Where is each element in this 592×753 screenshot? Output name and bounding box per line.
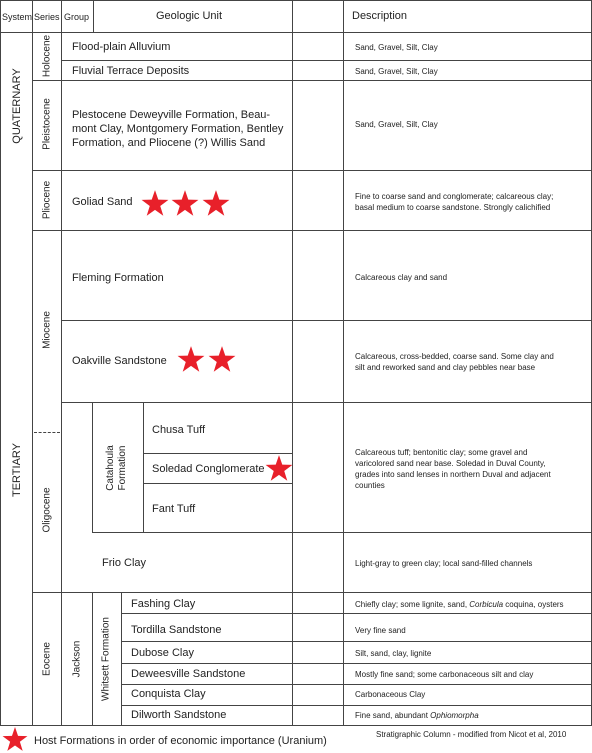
header-geologic-unit: Geologic Unit	[156, 10, 223, 22]
unit-oakville-sandstone: Oakville Sandstone	[72, 355, 167, 367]
unit-dubose-clay: Dubose Clay	[131, 647, 194, 659]
unit-flood-plain-alluvium: Flood-plain Alluvium	[72, 41, 171, 53]
unit-dilworth-sandstone: Dilworth Sandstone	[131, 709, 227, 721]
oakville-star-icon	[208, 346, 236, 373]
header-group: Group	[64, 12, 90, 22]
unit-soledad-conglomerate: Soledad Conglomerate	[152, 463, 265, 475]
series-holocene: Holocene	[41, 34, 53, 78]
desc-fashing: Chiefly clay; some lignite, sand, Corbicula coquina, oysters	[355, 600, 564, 609]
series-oligocene: Oligocene	[41, 487, 53, 533]
miocene-oligocene-dashed	[34, 432, 60, 433]
unit-fluvial-terrace: Fluvial Terrace Deposits	[72, 65, 190, 77]
unit-fleming-formation: Fleming Formation	[72, 272, 164, 284]
goliad-star-icon	[202, 190, 230, 217]
desc-frio: Light-gray to green clay; local sand-filled channels	[355, 559, 533, 568]
header-series: Series	[34, 12, 60, 22]
unit-frio-clay: Frio Clay	[102, 557, 147, 569]
unit-fant-tuff: Fant Tuff	[152, 503, 196, 515]
header-system: System	[2, 12, 33, 22]
unit-fashing-clay: Fashing Clay	[131, 598, 196, 610]
desc-catahoula-line1: Calcareous tuff; bentonitic clay; some gravel and	[355, 448, 528, 457]
oakville-star-icon	[177, 346, 205, 373]
unit-pleistocene-line2: mont Clay, Montgomery Formation, Bentley	[72, 123, 284, 135]
goliad-star-icon	[141, 190, 169, 217]
series-eocene: Eocene	[41, 642, 53, 676]
goliad-star-icon	[171, 190, 199, 217]
desc-oakville-line1: Calcareous, cross-bedded, coarse sand. Some clay and	[355, 352, 554, 361]
legend-star-icon	[2, 727, 28, 752]
unit-chusa-tuff: Chusa Tuff	[152, 424, 205, 436]
unit-tordilla-sandstone: Tordilla Sandstone	[131, 624, 222, 636]
unit-conquista-clay: Conquista Clay	[131, 688, 206, 700]
series-pliocene: Pliocene	[41, 180, 53, 220]
series-miocene: Miocene	[41, 311, 53, 349]
group-jackson: Jackson	[71, 640, 83, 678]
desc-goliad-line2: basal medium to coarse sandstone. Strongly calichified	[355, 203, 551, 212]
desc-dilworth: Fine sand, abundant Ophiomorpha	[355, 711, 479, 720]
desc-fluvial-terrace: Sand, Gravel, Silt, Clay	[355, 67, 438, 76]
unit-deweesville-sandstone: Deweesville Sandstone	[131, 668, 246, 680]
source-credit: Stratigraphic Column - modified from Nicot et al, 2010	[376, 730, 567, 739]
desc-catahoula-line3: grades into sand lenses in northern Duval and adjacent	[355, 470, 551, 479]
system-quaternary: QUATERNARY	[11, 68, 23, 144]
soledad-star-icon	[265, 455, 293, 482]
unit-pleistocene-line3: Formation, and Pliocene (?) Willis Sand	[72, 137, 266, 149]
desc-goliad-line1: Fine to coarse sand and conglomerate; calcareous clay;	[355, 192, 554, 201]
desc-dubose: Silt, sand, clay, lignite	[355, 649, 432, 658]
header-divider	[0, 32, 592, 33]
desc-tordilla: Very fine sand	[355, 626, 406, 635]
desc-deweesville: Mostly fine sand; some carbonaceous silt and clay	[355, 670, 534, 679]
header-description: Description	[352, 10, 408, 22]
desc-catahoula-line4: counties	[355, 481, 385, 490]
legend-text: Host Formations in order of economic importance (Uranium)	[34, 735, 327, 747]
desc-oakville-line2: silt and reworked sand and clay pebbles near base	[355, 363, 536, 372]
series-pleistocene: Pleistocene	[41, 98, 53, 150]
system-tertiary: TERTIARY	[11, 443, 23, 497]
desc-catahoula-line2: varicolored sand near base. Soledad in Duval County,	[355, 459, 546, 468]
unit-pleistocene-line1: Plestocene Deweyville Formation, Beau-	[72, 109, 271, 121]
group-catahoula: Catahoula Formation	[105, 445, 128, 491]
group-whitsett: Whitsett Formation	[100, 617, 112, 701]
unit-goliad-sand: Goliad Sand	[72, 196, 133, 208]
desc-fleming: Calcareous clay and sand	[355, 273, 448, 282]
desc-conquista: Carbonaceous Clay	[355, 690, 426, 699]
desc-pleistocene: Sand, Gravel, Silt, Clay	[355, 120, 438, 129]
desc-flood-plain: Sand, Gravel, Silt, Clay	[355, 43, 438, 52]
